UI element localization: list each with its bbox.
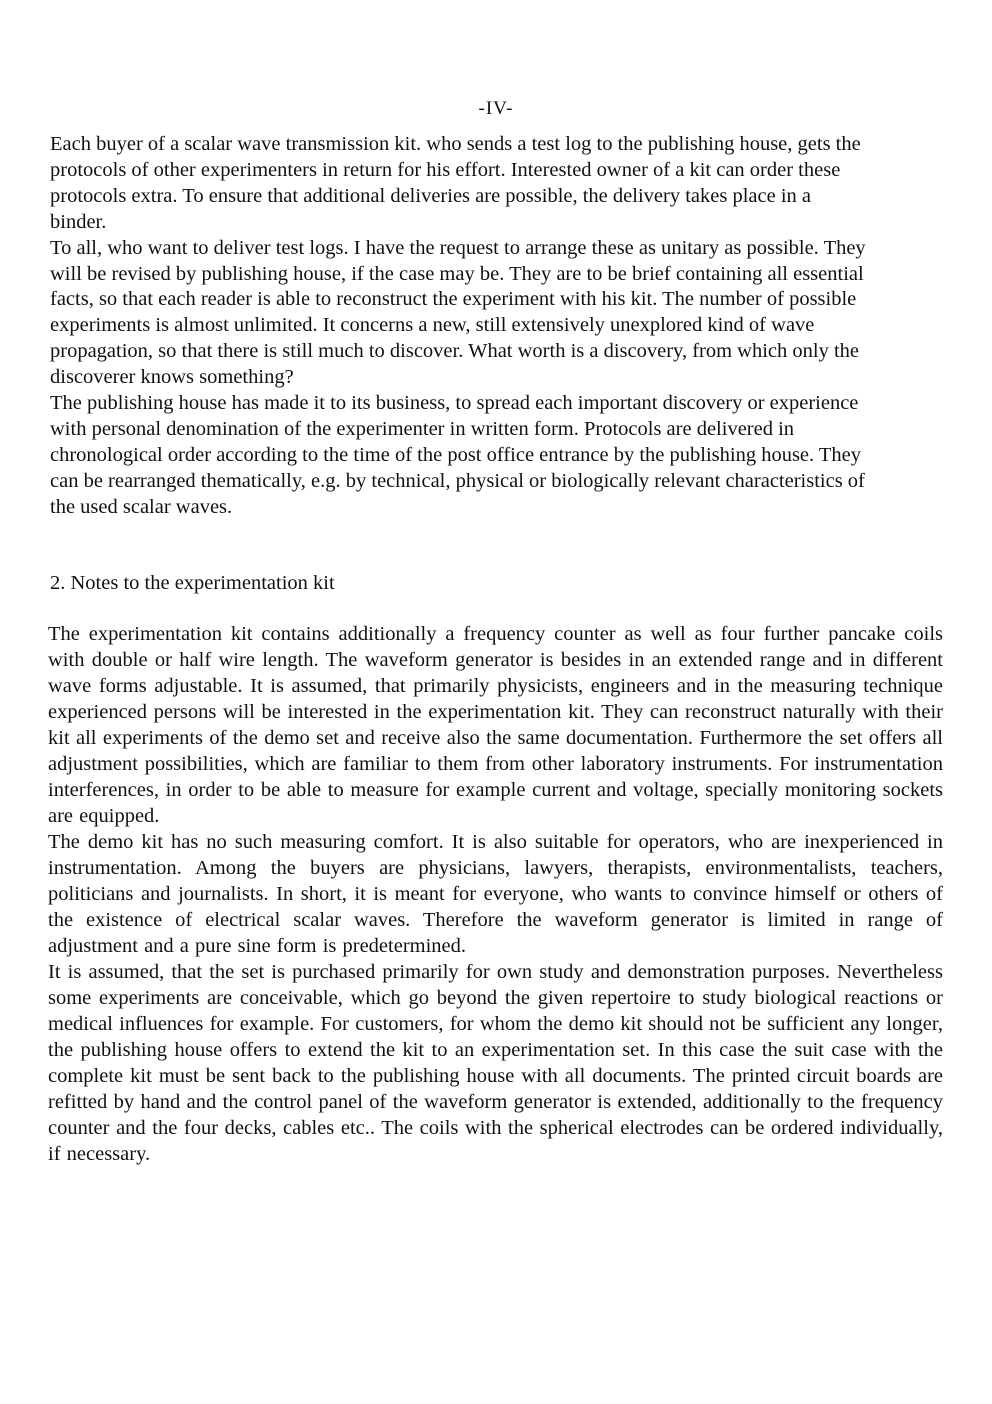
- section-heading: 2. Notes to the experimentation kit: [50, 572, 335, 594]
- intro-paragraph-1: Each buyer of a scalar wave transmission kit. who sends a test log to the publishing house, gets the protocols of other experimenters in return for his effort. Interested owner of a kit can order these protocols extra. To ensure that additional deliveries are possible, the delivery takes place in a binder.: [50, 133, 861, 233]
- section-body: [48, 621, 943, 1167]
- section-paragraph-2: The demo kit has no such measuring comfort. It is also suitable for operators, who are inexperienced in instrumentation. Among the buyers are physicians, lawyers, therapists, environmentalists, teachers, politicians and journalists. In short, it is meant for everyone, who wants to convince himself or others of the existence of electrical scalar waves. Therefore the waveform generator is limited in range of adjustment and a pure sine form is predetermined.: [48, 831, 943, 957]
- intro-text-block: [50, 132, 870, 521]
- intro-paragraph-2: To all, who want to deliver test logs. I have the request to arrange these as unitary as possible. They will be revised by publishing house, if the case may be. They are to be brief containing all essential facts, so that each reader is able to reconstruct the experiment with his kit. The number of possible experiments is almost unlimited. It concerns a new, still extensively unexplored kind of wave propagation, so that there is still much to discover. What worth is a discovery, from which only the discoverer knows something?: [50, 236, 866, 389]
- intro-paragraph-3: The publishing house has made it to its business, to spread each important discovery or experience with personal denomination of the experimenter in written form. Protocols are delivered in chronological order according to the time of the post office entrance by the publishing house. They can be rearranged thematically, e.g. by technical, physical or biologically relevant characteristics of the used scalar waves.: [50, 392, 865, 518]
- section-paragraph-1: The experimentation kit contains additionally a frequency counter as well as four further pancake coils with double or half wire length. The waveform generator is besides in an extended range and in different wave forms adjustable. It is assumed, that primarily physicists, engineers and in the measuring technique experienced persons will be interested in the experimentation kit. They can reconstruct naturally with their kit all experiments of the demo set and receive also the same documentation. Furthermore the set offers all adjustment possibilities, which are familiar to them from other laboratory instruments. For instrumentation interferences, in order to be able to measure for example current and voltage, specially monitoring sockets are equipped.: [48, 623, 943, 827]
- page-number: -IV-: [478, 98, 514, 119]
- section-paragraph-3: It is assumed, that the set is purchased primarily for own study and demonstration purposes. Nevertheless some experiments are conceivable, which go beyond the given repertoire to study biological reactions or medical influences for example. For customers, for whom the demo kit should not be sufficient any longer, the publishing house offers to extend the kit to an experimentation set. In this case the suit case with the complete kit must be sent back to the publishing house with all documents. The printed circuit boards are refitted by hand and the control panel of the waveform generator is extended, additionally to the frequency counter and the four decks, cables etc.. The coils with the spherical electrodes can be ordered individually, if necessary.: [48, 961, 943, 1165]
